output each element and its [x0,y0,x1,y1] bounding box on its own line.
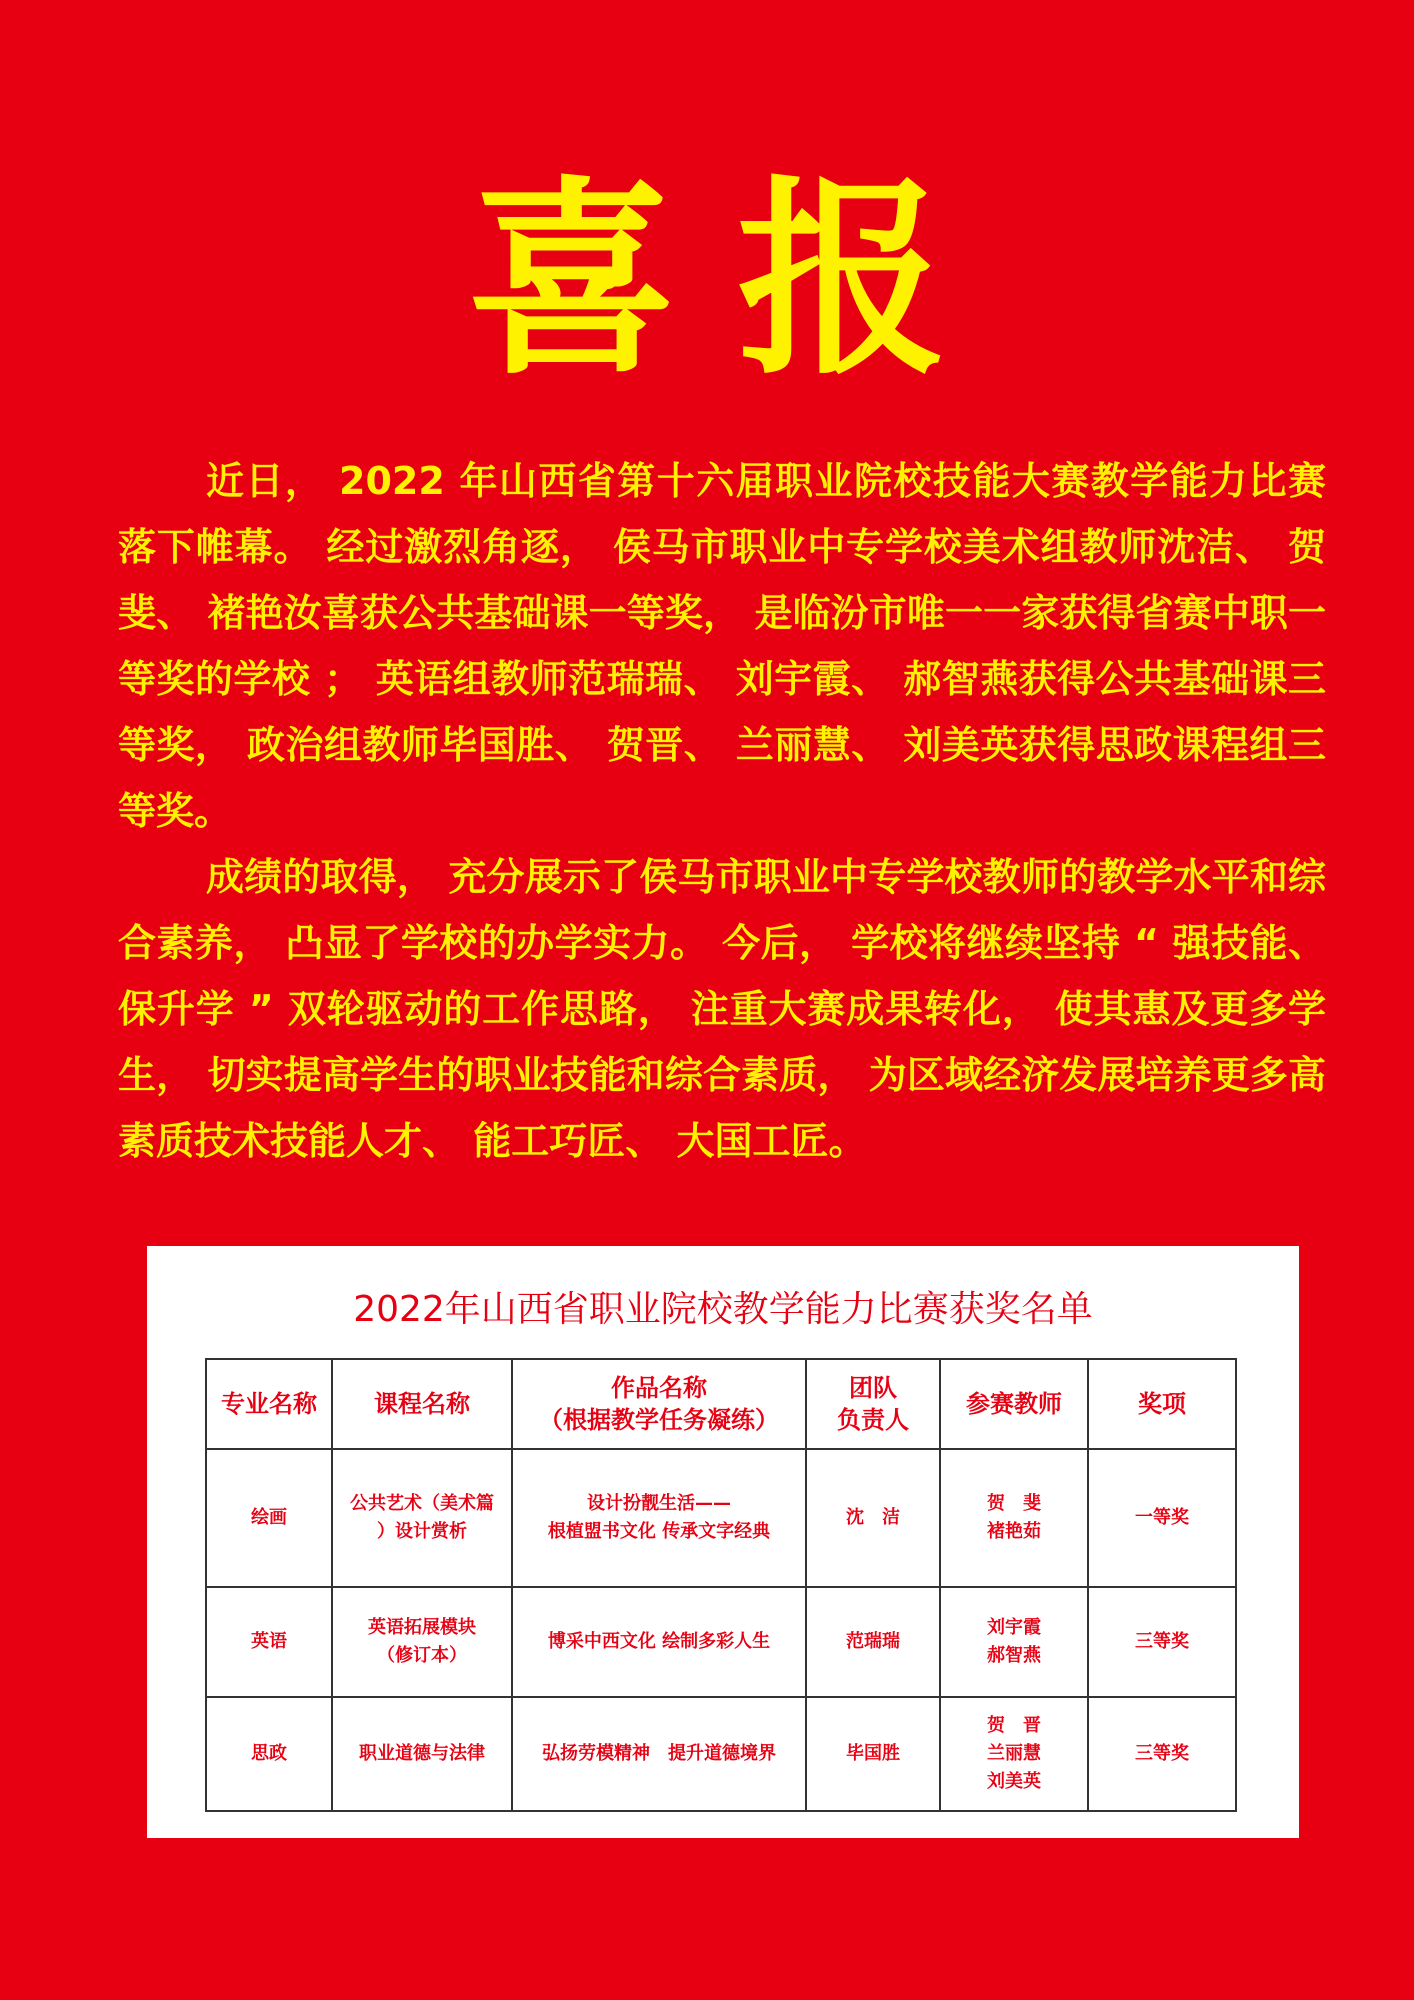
page-title: 喜报 [466,156,1007,403]
table-row [206,1449,1236,1587]
teacher-name: 贺 晋 [987,1715,1041,1736]
header-work-line2: （根据教学任务凝练） [539,1405,779,1434]
teacher-name: 刘宇霞 [987,1617,1041,1638]
cell-award: 三等奖 [1088,1587,1236,1697]
cell-course: 职业道德与法律 [332,1697,512,1811]
cell-major: 绘画 [206,1449,332,1587]
teacher-name: 郝智燕 [987,1645,1041,1666]
table-row [206,1697,1236,1811]
teacher-name: 贺 斐 [987,1493,1041,1514]
award-table [205,1358,1237,1812]
cell-work: 弘扬劳模精神 提升道德境界 [512,1697,806,1811]
cell-leader: 范瑞瑞 [806,1587,940,1697]
cell-work [512,1449,806,1587]
cell-work-line1: 设计扮靓生活—— [587,1493,731,1514]
header-course: 课程名称 [332,1359,512,1449]
cell-work: 博采中西文化 绘制多彩人生 [512,1587,806,1697]
cell-award: 三等奖 [1088,1697,1236,1811]
header-major: 专业名称 [206,1359,332,1449]
cell-course-line1: 英语拓展模块 [368,1617,476,1638]
paragraph-2: 成绩的取得， 充分展示了侯马市职业中专学校教师的教学水平和综合素养， 凸显了学校的办学实力。 今后， 学校将继续坚持 “ 强技能、 保升学 ” 双轮驱动的工作思路， 注重大赛成果转化， 使其惠及更多学生， 切实提高学生的职业技能和综合素质， 为区域经济发展培养更多高素质技术技能人才、 能工巧匠、 大国工匠。 [118,855,1326,1163]
cell-teachers [940,1449,1088,1587]
cell-course-line2: （修订本） [377,1645,467,1666]
cell-course [332,1587,512,1697]
cell-major: 思政 [206,1697,332,1811]
cell-teachers [940,1587,1088,1697]
cell-work-line2: 根植盟书文化 传承文字经典 [547,1521,771,1542]
teacher-name: 刘美英 [987,1771,1041,1792]
paragraph-1: 近日， 2022 年山西省第十六届职业院校技能大赛教学能力比赛落下帷幕。 经过激烈角逐， 侯马市职业中专学校美术组教师沈洁、 贺斐、 褚艳汝喜获公共基础课一等奖， 是临汾市唯一一家获得省赛中职一等奖的学校 ； 英语组教师范瑞瑞、 刘宇霞、 郝智燕获得公共基础课三等奖， 政治组教师毕国胜、 贺晋、 兰丽慧、 刘美英获得思政课程组三等奖。 [118,459,1326,833]
header-leader [806,1359,940,1449]
cell-leader: 毕国胜 [806,1697,940,1811]
award-list-title: 2022年山西省职业院校教学能力比赛获奖名单 [353,1289,1093,1330]
award-list-panel [147,1246,1299,1838]
cell-teachers [940,1697,1088,1811]
announcement-body [118,448,1326,1174]
cell-course [332,1449,512,1587]
cell-course-line1: 公共艺术（美术篇 [350,1493,494,1514]
teacher-name: 兰丽慧 [987,1743,1041,1764]
teacher-name: 褚艳茹 [987,1521,1041,1542]
cell-course-line2: ）设计赏析 [377,1521,467,1542]
cell-leader: 沈 洁 [806,1449,940,1587]
cell-major: 英语 [206,1587,332,1697]
table-row [206,1587,1236,1697]
header-award: 奖项 [1088,1359,1236,1449]
header-work [512,1359,806,1449]
header-leader-line1: 团队 [849,1373,897,1402]
header-teachers: 参赛教师 [940,1359,1088,1449]
header-work-line1: 作品名称 [611,1373,707,1402]
header-leader-line2: 负责人 [837,1405,909,1434]
table-header-row [206,1359,1236,1449]
cell-award: 一等奖 [1088,1449,1236,1587]
